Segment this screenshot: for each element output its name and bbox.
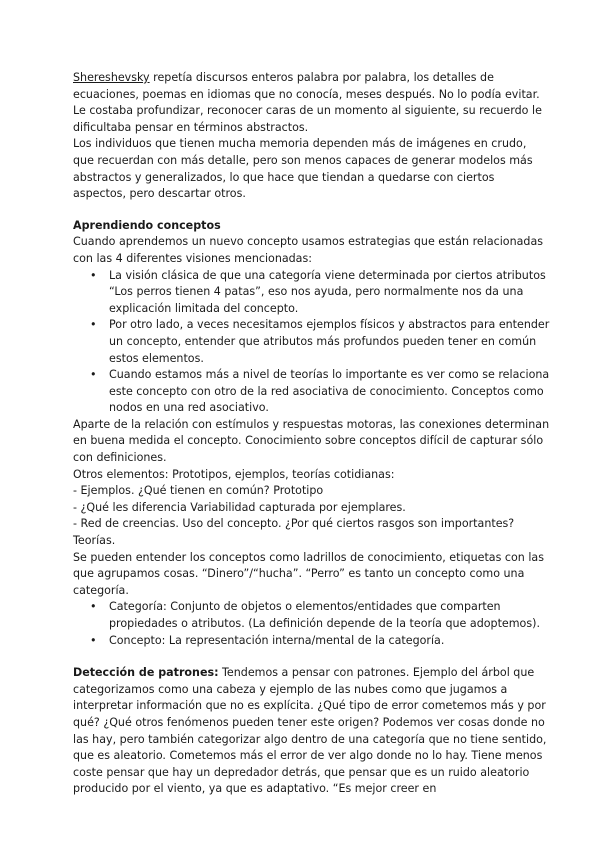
- other-element-line: - ¿Qué les diferencia Variabilidad capturada por ejemplares.: [73, 500, 406, 514]
- views-list: [73, 268, 550, 417]
- other-elements-label: Otros elementos: Prototipos, ejemplos, teorías cotidianas:: [73, 467, 395, 481]
- list-item: • La visión clásica de que una categoría viene determinada por ciertos atributos “Los perros tienen 4 patas”, eso nos ayuda, pero normalmente nos da una explicación limitada del concepto.: [109, 268, 550, 318]
- memory-paragraph: Los individuos que tienen mucha memoria dependen más de imágenes en crudo, que recuerdan con más detalle, pero son menos capaces de generar modelos más abstractos y generalizados, lo que hace que tiendan a quedarse con ciertos aspectos, pero descartar otros.: [73, 137, 533, 201]
- list-item: • Concepto: La representación interna/mental de la categoría.: [109, 633, 550, 650]
- other-element-line: - Red de creencias. Uso del concepto. ¿Por qué ciertos rasgos son importantes? Teorías.: [73, 517, 515, 548]
- other-element-line: - Ejemplos. ¿Qué tienen en común? Prototipo: [73, 484, 324, 498]
- definitions-list: [73, 599, 550, 649]
- concepts-intro: Cuando aprendemos un nuevo concepto usamos estrategias que están relacionadas con las 4 diferentes visiones mencionadas:: [73, 235, 544, 265]
- patterns-paragraph: [73, 665, 550, 798]
- list-item: • Por otro lado, a veces necesitamos ejemplos físicos y abstractos para entender un concepto, entender que atributos más profundos pueden tener en común estos elementos.: [109, 317, 550, 367]
- shereshevsky-link: Shereshevsky: [73, 71, 150, 84]
- list-item: • Cuando estamos más a nivel de teorías lo importante es ver como se relaciona este concepto con otro de la red asociativa de conocimiento. Conceptos como nodos en una red asociativo.: [109, 367, 550, 417]
- connections-paragraph: Aparte de la relación con estímulos y respuestas motoras, las conexiones determinan en buena medida el concepto. Conocimiento sobre conceptos difícil de capturar sólo con definiciones.: [73, 417, 550, 465]
- intro-text: repetía discursos enteros palabra por palabra, los detalles de ecuaciones, poemas en idiomas que no conocía, meses después. No lo podía evitar. Le costaba profundizar, reconocer caras de un momento al siguiente, su recuerdo le dificultaba pensar en términos abstractos.: [73, 71, 542, 134]
- list-item: • Categoría: Conjunto de objetos o elementos/entidades que comparten propiedades o atributos. (La definición depende de la teoría que adoptemos).: [109, 599, 550, 632]
- section-heading-concepts: Aprendiendo conceptos: [73, 218, 221, 232]
- section-heading-patterns: Detección de patrones:: [73, 666, 219, 680]
- patterns-text: Tendemos a pensar con patrones. Ejemplo del árbol que categorizamos como una cabeza y ejemplo de las nubes como que jugamos a interpretar información que no es explícita. ¿Qué tipo de error cometemos más y por qué? ¿Qué otros fenómenos pueden tener este origen? Podemos ver cosas donde no las hay, pero también categorizar algo dentro de una categoría que no tiene sentido, que es aleatorio. Cometemos más el error de ver algo donde no lo hay. Tiene menos coste pensar que hay un depredador detrás, que pensar que es un ruido aleatorio producido por el viento, ya que es adaptativo. “Es mejor creer en: [73, 666, 547, 796]
- intro-paragraph: [73, 70, 550, 136]
- bricks-paragraph: Se pueden entender los conceptos como ladrillos de conocimiento, etiquetas con las que agrupamos cosas. “Dinero”/“hucha”. “Perro” es tanto un concepto como una categoría.: [73, 550, 544, 597]
